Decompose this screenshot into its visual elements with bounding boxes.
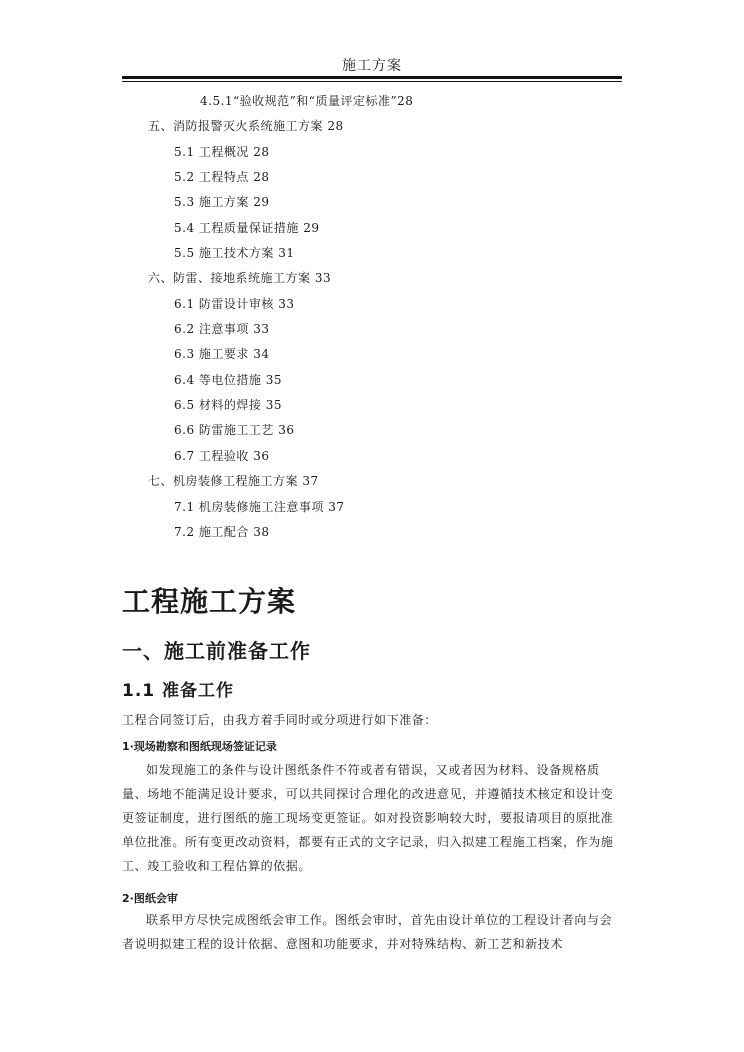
item1-title: 1·现场勘察和图纸现场签证记录 xyxy=(122,740,277,753)
toc-entry[interactable]: 5.1 工程概况 28 xyxy=(174,145,270,159)
toc-entry[interactable]: 5.5 施工技术方案 31 xyxy=(174,246,295,260)
toc-entry[interactable]: 6.7 工程验收 36 xyxy=(174,449,270,463)
toc-entry[interactable]: 5.4 工程质量保证措施 29 xyxy=(174,221,320,235)
toc-entry[interactable]: 6.1 防雷设计审核 33 xyxy=(174,297,295,311)
toc-entry[interactable]: 5.2 工程特点 28 xyxy=(174,170,270,184)
document-title: 工程施工方案 xyxy=(122,585,297,618)
header-rule-thick xyxy=(122,76,622,79)
header-title: 施工方案 xyxy=(342,58,402,74)
item1-paragraph: 如发现施工的条件与设计图纸条件不符或者有错误，又或者因为材料、设备规格质量、场地不能满足设计要求，可以共同探讨合理化的改进意见，并遵循技术核定和设计变更签证制度，进行图纸的施工现场变更签证。如对投资影响较大时，要报请项目的原批准单位批准。所有变更改动资料，都要有正式的文字记录，归入拟建工程施工档案，作为施工、竣工验收和工程估算的依据。 xyxy=(122,763,614,873)
toc-entry[interactable]: 6.3 施工要求 34 xyxy=(174,347,270,361)
toc-entry[interactable]: 6.5 材料的焊接 35 xyxy=(174,398,282,412)
toc-entry[interactable]: 6.6 防雷施工工艺 36 xyxy=(174,423,295,437)
toc-entry[interactable]: 7.1 机房装修施工注意事项 37 xyxy=(174,500,345,514)
subsection-heading: 1.1 准备工作 xyxy=(122,681,235,701)
toc-entry[interactable]: 六、防雷、接地系统施工方案 33 xyxy=(148,271,332,285)
toc-entry[interactable]: 五、消防报警灭火系统施工方案 28 xyxy=(148,119,344,133)
toc-entry[interactable]: 7.2 施工配合 38 xyxy=(174,525,270,539)
toc-entry[interactable]: 6.4 等电位措施 35 xyxy=(174,373,282,387)
toc-entry[interactable]: 5.3 施工方案 29 xyxy=(174,195,270,209)
toc-entry[interactable]: 4.5.1“验收规范”和“质量评定标准”28 xyxy=(200,94,414,108)
toc-entry[interactable]: 七、机房装修工程施工方案 37 xyxy=(148,474,319,488)
intro-paragraph: 工程合同签订后，由我方着手同时或分项进行如下准备： xyxy=(122,713,438,727)
section-heading: 一、施工前准备工作 xyxy=(122,639,311,663)
header-rule-thin xyxy=(122,81,622,82)
item2-paragraph: 联系甲方尽快完成图纸会审工作。图纸会审时，首先由设计单位的工程设计者向与会者说明拟建工程的设计依据、意图和功能要求，并对特殊结构、新工艺和新技术 xyxy=(122,913,613,951)
toc-entry[interactable]: 6.2 注意事项 33 xyxy=(174,322,270,336)
item2-title: 2·图纸会审 xyxy=(122,892,178,905)
